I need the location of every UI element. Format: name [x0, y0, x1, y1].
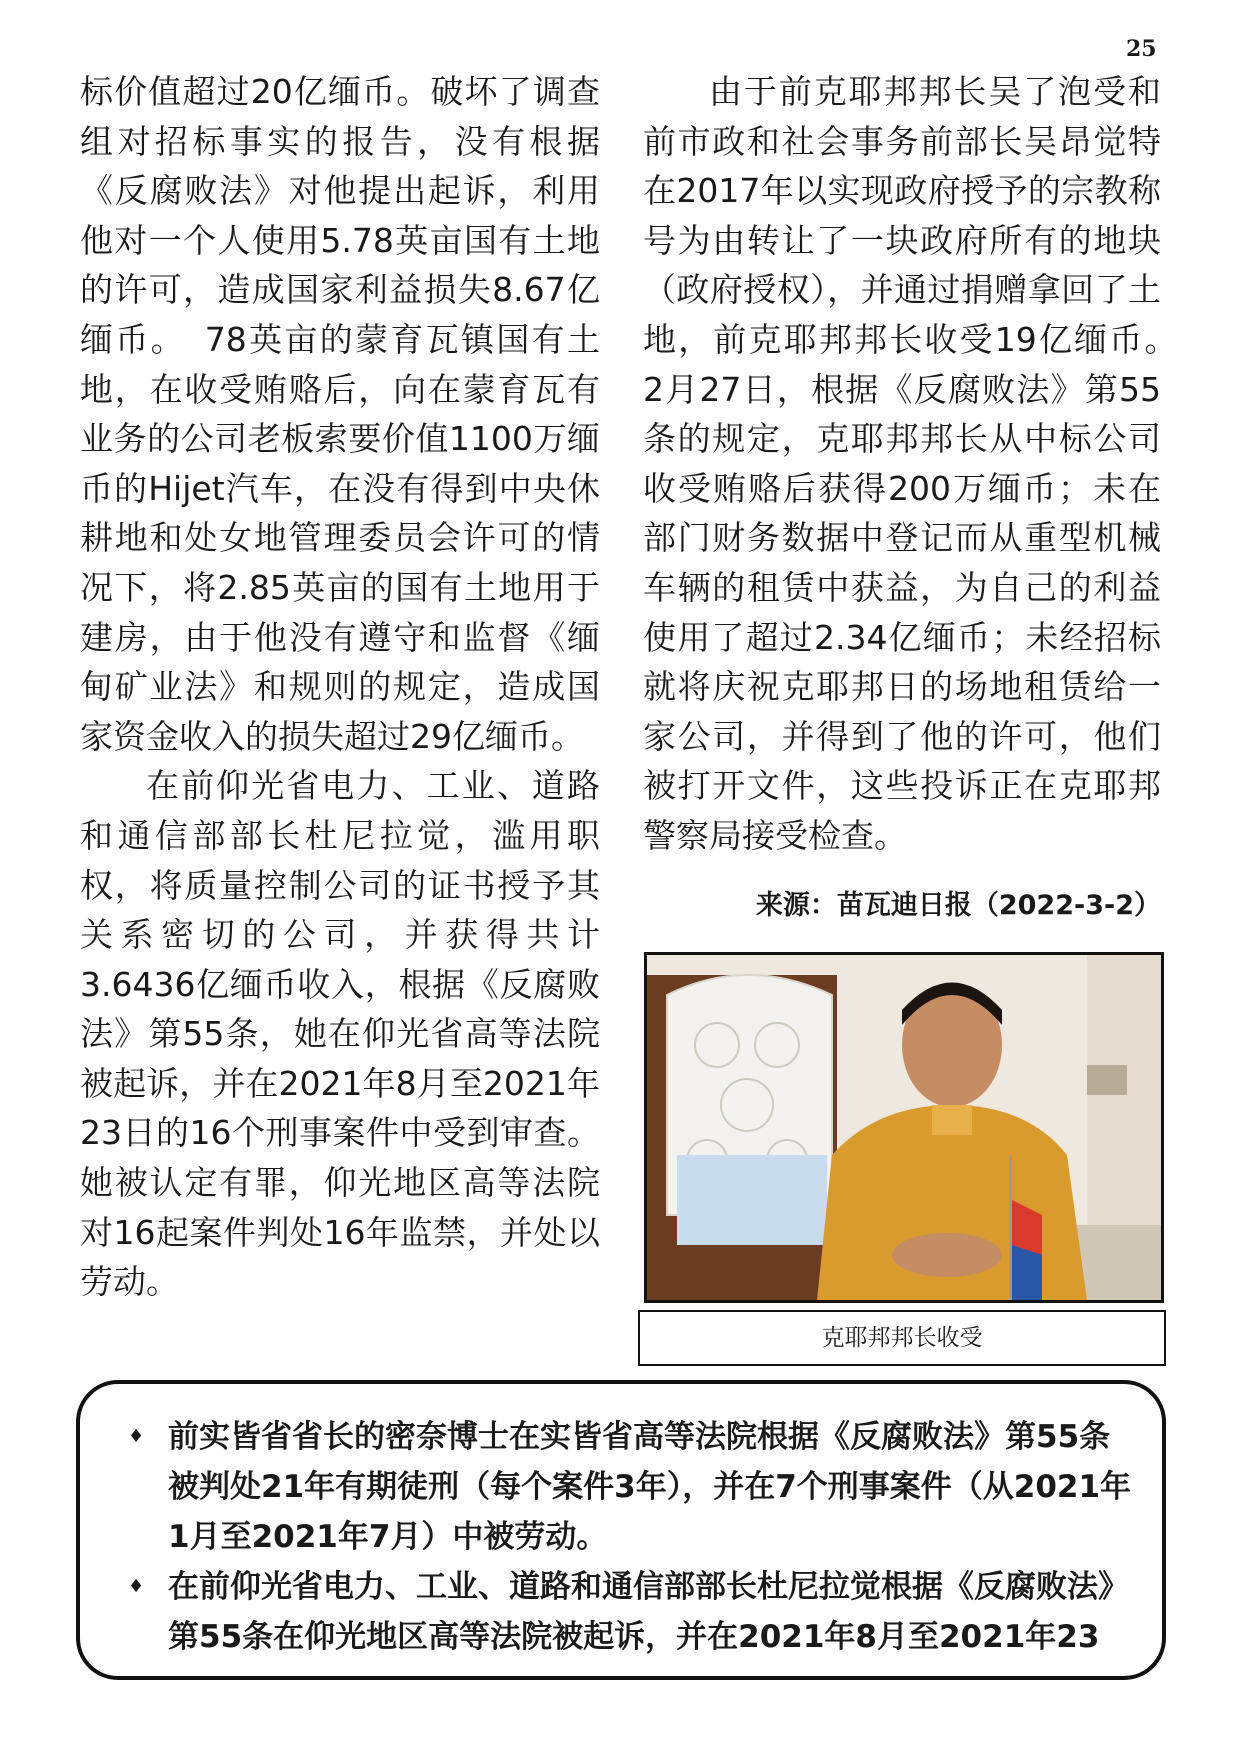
right-paragraph-1: 由于前克耶邦邦长吴了泡受和前市政和社会事务前部长吴昂觉特在2017年以实现政府授予的宗教称号为由转让了一块政府所有的地块（政府授权），并通过捐赠拿回了土地，前克耶邦邦长收受19亿缅币。 2月27日，根据《反腐败法》第55条的规定，克耶邦邦长从中标公司收受贿赂后获得200万缅币；未在部门财务数据中登记而从重型机械车辆的租赁中获益，为自己的利益使用了超过2.34亿缅币；未经招标就将庆祝克耶邦日的场地租赁给一家公司，并得到了他的许可，他们被打开文件，这些投诉正在克耶邦警察局接受检查。 [643, 72, 1194, 855]
left-paragraph-2: 在前仰光省电力、工业、道路和通信部部长杜尼拉觉，滥用职权，将质量控制公司的证书授予其关系密切的公司，并获得共计3.6436亿缅币收入，根据《反腐败法》第55条，她在仰光省高等法院被起诉，并在2021年8月至2021年23日的16个刑事案件中受到审查。她被认定有罪，仰光地区高等法院对16起案件判处16年监禁，并处以劳动。 [80, 766, 600, 1302]
official-photo-illustration [647, 955, 1161, 1300]
page-number: 25 [1126, 36, 1157, 62]
left-column [80, 67, 600, 1307]
diamond-bullet-icon: ♦ [128, 1426, 145, 1447]
photo-caption: 克耶邦邦长收受 [638, 1310, 1166, 1366]
summary-item [128, 1562, 1132, 1662]
diamond-bullet-icon: ♦ [128, 1576, 145, 1597]
official-photo [644, 952, 1164, 1303]
left-paragraph-1: 标价值超过20亿缅币。破坏了调查组对招标事实的报告，没有根据《反腐败法》对他提出起诉，利用他对一个人使用5.78英亩国有土地的许可，造成国家利益损失8.67亿缅币。 78英亩的蒙育瓦镇国有土地，在收受贿赂后，向在蒙育瓦有业务的公司老板索要价值1100万缅币的Hijet汽车，在没有得到中央休耕地和处女地管理委员会许可的情况下，将2.85英亩的国有土地用于建房，由于他没有遵守和监督《缅甸矿业法》和规则的规定，造成国家资金收入的损失超过29亿缅币。 [80, 72, 600, 756]
summary-item-text: 在前仰光省电力、工业、道路和通信部部长杜尼拉觉根据《反腐败法》第55条在仰光地区高等法院被起诉，并在2021年8月至2021年23 [168, 1569, 1129, 1655]
right-column [643, 67, 1194, 861]
summary-box [76, 1380, 1166, 1680]
source-line: 来源：苗瓦迪日报（2022-3-2） [755, 890, 1161, 921]
summary-item-text: 前实皆省省长的密奈博士在实皆省高等法院根据《反腐败法》第55条被判处21年有期徒刑（每个案件3年），并在7个刑事案件（从2021年1月至2021年7月）中被劳动。 [168, 1419, 1132, 1555]
summary-list [80, 1384, 1162, 1662]
summary-item [128, 1412, 1132, 1562]
